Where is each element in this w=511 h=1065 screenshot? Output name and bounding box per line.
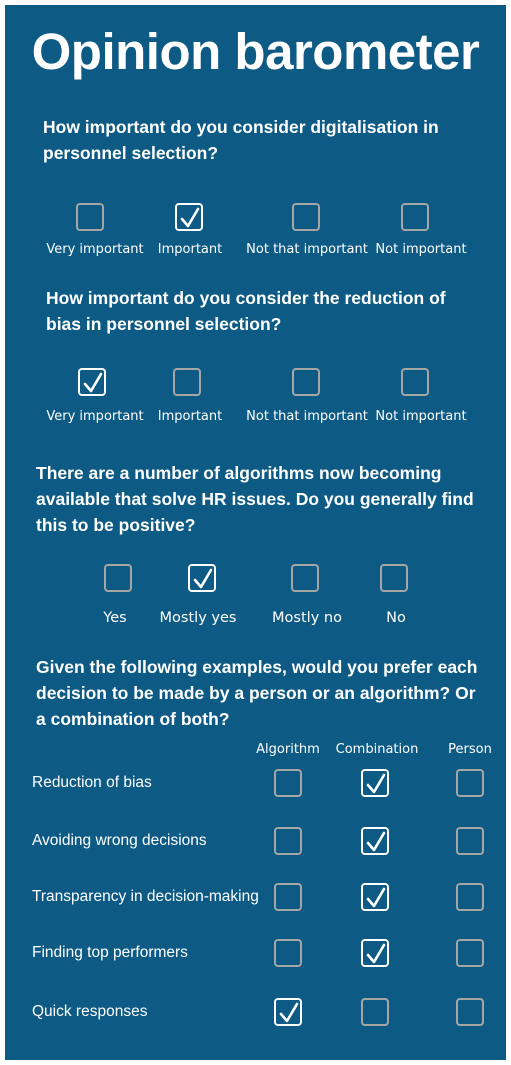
q4-row-3-person-checkbox[interactable] (456, 939, 484, 967)
q4-column-header-algorithm: Algorithm (256, 742, 320, 757)
q3-option-3-label: No (386, 610, 406, 626)
check-mark-icon (366, 887, 386, 909)
q4-column-header-combination: Combination (335, 742, 419, 757)
q4-row-4-algorithm-checkbox[interactable] (274, 998, 302, 1026)
q4-row-4-label: Quick responses (32, 1003, 148, 1020)
q2-option-3-label: Not important (375, 409, 467, 424)
q1-option-1-label: Important (157, 242, 223, 257)
q1-option-0-label: Very important (46, 242, 144, 257)
q4-row-0-combination-checkbox[interactable] (361, 769, 389, 797)
q4-row-1-combination-checkbox[interactable] (361, 827, 389, 855)
q4-row-3-combination-checkbox[interactable] (361, 939, 389, 967)
q3-option-3-checkbox[interactable] (380, 564, 408, 592)
q4-row-2-combination-checkbox[interactable] (361, 883, 389, 911)
check-mark-icon (366, 943, 386, 965)
page-title: Opinion barometer (31, 23, 480, 80)
q1-option-3-checkbox[interactable] (401, 203, 429, 231)
question-4-text: Given the following examples, would you prefer each decision to be made by a person or an algorithm? Or a combination of both? (36, 657, 478, 729)
q4-row-0-label: Reduction of bias (32, 774, 152, 791)
question-2-text: How important do you consider the reduction of bias in personnel selection? (46, 288, 446, 334)
q2-option-2-checkbox[interactable] (292, 368, 320, 396)
check-mark-icon (279, 1002, 299, 1024)
q4-row-2-person-checkbox[interactable] (456, 883, 484, 911)
q2-option-2-label: Not that important (246, 409, 368, 424)
q1-option-0-checkbox[interactable] (76, 203, 104, 231)
check-mark-icon (366, 831, 386, 853)
q1-option-2-checkbox[interactable] (292, 203, 320, 231)
q1-option-3-label: Not important (375, 242, 467, 257)
question-1-text: How important do you consider digitalisation in personnel selection? (43, 117, 439, 163)
q4-row-2-algorithm-checkbox[interactable] (274, 883, 302, 911)
q1-option-1-checkbox[interactable] (175, 203, 203, 231)
q3-option-0-checkbox[interactable] (104, 564, 132, 592)
q4-row-0-person-checkbox[interactable] (456, 769, 484, 797)
q4-row-2-label: Transparency in decision-making (32, 888, 259, 905)
q3-option-2-label: Mostly no (272, 610, 342, 626)
q3-option-1-label: Mostly yes (159, 610, 237, 626)
q4-row-3-label: Finding top performers (32, 944, 188, 961)
q3-option-1-checkbox[interactable] (188, 564, 216, 592)
q4-row-0-algorithm-checkbox[interactable] (274, 769, 302, 797)
q1-option-2-label: Not that important (246, 242, 368, 257)
q2-option-3-checkbox[interactable] (401, 368, 429, 396)
q3-option-2-checkbox[interactable] (291, 564, 319, 592)
question-3-text: There are a number of algorithms now becoming available that solve HR issues. Do you generally find this to be positive? (36, 463, 474, 535)
q4-row-3-algorithm-checkbox[interactable] (274, 939, 302, 967)
q4-row-1-label: Avoiding wrong decisions (32, 832, 207, 849)
q4-row-1-algorithm-checkbox[interactable] (274, 827, 302, 855)
q2-option-1-label: Important (157, 409, 223, 424)
check-mark-icon (180, 207, 200, 229)
check-mark-icon (366, 773, 386, 795)
check-mark-icon (193, 568, 213, 590)
q2-option-1-checkbox[interactable] (173, 368, 201, 396)
q4-column-header-person: Person (448, 742, 492, 757)
q2-option-0-checkbox[interactable] (78, 368, 106, 396)
q4-row-4-person-checkbox[interactable] (456, 998, 484, 1026)
check-mark-icon (83, 372, 103, 394)
q4-row-1-person-checkbox[interactable] (456, 827, 484, 855)
q4-row-4-combination-checkbox[interactable] (361, 998, 389, 1026)
q2-option-0-label: Very important (46, 409, 144, 424)
q3-option-0-label: Yes (103, 610, 127, 626)
